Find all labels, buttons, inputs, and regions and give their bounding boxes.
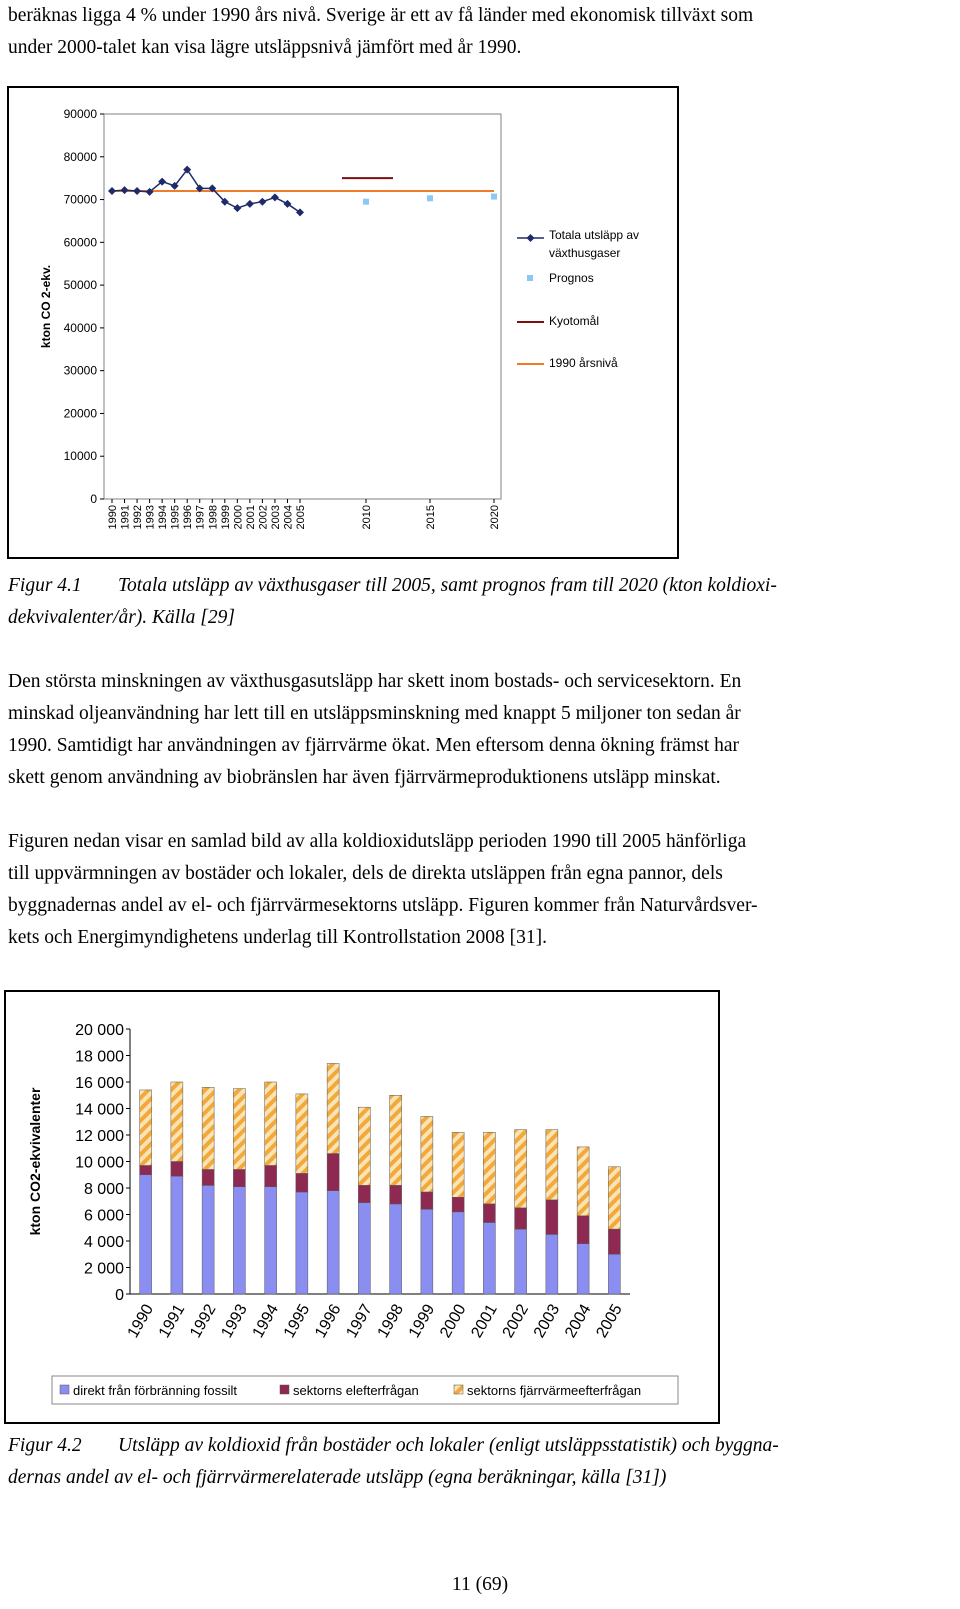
bar-segment-fjarrvarme: [265, 1082, 277, 1165]
x-tick-label: 2002: [499, 1301, 533, 1341]
y-tick-label: 70000: [63, 192, 97, 207]
bar-segment-fjarrvarme: [421, 1116, 433, 1192]
x-axis: [107, 499, 501, 529]
bar-segment-fjarrvarme: [483, 1132, 495, 1204]
bar-segment-fjarrvarme: [233, 1089, 245, 1170]
paragraph3-line-3: byggnadernas andel av el- och fjärrvärmesektorns utsläpp. Figuren kommer från Naturvårdsver-: [8, 895, 758, 916]
co2-stacked-bar-chart-svg: [6, 992, 718, 1422]
y-tick-label: 10000: [63, 449, 97, 464]
co2-stacked-bar-chart: [4, 990, 720, 1424]
paragraph2-line-1: Den största minskningen av växthusgasutsläpp har skett inom bostads- och servicesektorn. En: [8, 671, 742, 692]
y-tick-label: 10 000: [75, 1154, 124, 1172]
x-tick-label: 1996: [312, 1301, 345, 1341]
figure1-caption-text: Totala utsläpp av växthusgaser till 2005, samt prognos fram till 2020 (kton koldioxi-: [118, 575, 777, 596]
y-tick-label: 18 000: [75, 1048, 124, 1066]
bar-segment-direkt: [358, 1203, 370, 1294]
figure2-caption-line-2: dernas andel av el- och fjärrvärmerelaterade utsläpp (egna beräkningar, källa [31]): [8, 1467, 667, 1488]
x-tick-label: 2001: [468, 1301, 501, 1341]
y-tick-label: 8 000: [83, 1181, 124, 1198]
bar-segment-el: [296, 1173, 308, 1192]
intro-line-2: under 2000-talet kan visa lägre utsläppsnivå jämfört med år 1990.: [8, 37, 522, 58]
bar-segment-el: [171, 1162, 183, 1177]
y-tick-label: 80000: [63, 149, 97, 164]
bar-segment-el: [452, 1197, 464, 1212]
bar-segment-direkt: [202, 1185, 214, 1294]
x-tick-label: 1998: [374, 1301, 408, 1341]
x-tick-label: 1995: [280, 1301, 314, 1341]
bar-segment-direkt: [577, 1244, 589, 1294]
legend: [517, 228, 639, 370]
paragraph3-line-4: kets och Energimyndighetens underlag till Kontrollstation 2008 [31].: [8, 927, 548, 948]
figure2-label: Figur 4.2: [8, 1435, 82, 1456]
x-tick-label: 2020: [489, 505, 501, 530]
bar-segment-fjarrvarme: [546, 1130, 558, 1200]
x-tick-label: 1992: [187, 1301, 220, 1341]
legend-label-direkt: direkt från förbränning fossilt: [73, 1383, 238, 1398]
bar-segment-fjarrvarme: [327, 1063, 339, 1153]
bar-segment-el: [390, 1185, 402, 1204]
x-tick-label: 1990: [124, 1301, 158, 1341]
figure1-caption-line-1: [8, 570, 952, 602]
bar-segment-fjarrvarme: [140, 1090, 152, 1166]
x-tick-label: 1996: [182, 505, 195, 530]
x-tick-label: 1997: [343, 1301, 376, 1341]
bar-segment-el: [421, 1192, 433, 1209]
bar-segment-fjarrvarme: [390, 1095, 402, 1185]
y-tick-label: 20000: [63, 406, 97, 421]
y-tick-label: 2 000: [83, 1260, 124, 1278]
series-prognos-point: [427, 195, 433, 201]
bar-segment-direkt: [452, 1212, 464, 1294]
x-tick-label: 2015: [425, 505, 437, 530]
page-number: 11 (69): [451, 1574, 509, 1595]
bar-segment-el: [202, 1169, 214, 1185]
y-tick-label: 0: [115, 1287, 124, 1304]
series-total-point: [233, 204, 241, 212]
x-tick-label: 1998: [207, 505, 220, 530]
x-tick-label: 2002: [257, 505, 270, 530]
legend-label-fjarrvarme: sektorns fjärrvärmeefterfrågan: [467, 1383, 642, 1398]
plot-area: [104, 114, 501, 499]
x-tick-label: 2000: [232, 505, 245, 530]
x-tick-label: 1993: [144, 505, 157, 530]
emissions-line-chart-svg: [9, 88, 677, 557]
legend-swatch-direkt: [60, 1385, 69, 1394]
x-tick-label: 1994: [249, 1301, 283, 1341]
legend-total-marker: [527, 234, 535, 242]
x-tick-label: 1997: [194, 505, 207, 530]
y-tick-label: 20 000: [75, 1022, 124, 1039]
bar-segment-fjarrvarme: [171, 1082, 183, 1162]
y-tick-label: 16 000: [75, 1075, 124, 1092]
x-tick-label: 1991: [119, 505, 132, 530]
bar-segment-direkt: [421, 1209, 433, 1294]
x-tick-label: 2004: [282, 505, 295, 530]
x-tick-label: 2003: [530, 1301, 564, 1341]
legend-prognos-label: Prognos: [549, 271, 594, 285]
y-tick-label: 30000: [63, 363, 97, 378]
y-tick-label: 90000: [63, 107, 97, 121]
x-tick-label: 2005: [295, 505, 307, 530]
x-tick-label: 1991: [155, 1301, 189, 1341]
bar-segment-el: [233, 1169, 245, 1186]
figure1-caption-line-2: dekvivalenter/år). Källa [29]: [8, 607, 235, 628]
paragraph2-line-4: skett genom användning av biobränslen har även fjärrvärmeproduktionens utsläpp minskat.: [8, 767, 721, 788]
bar-segment-direkt: [140, 1175, 152, 1294]
x-tick-label: 1990: [107, 505, 119, 530]
bar-segment-direkt: [483, 1222, 495, 1294]
bar-segment-fjarrvarme: [515, 1130, 527, 1208]
bar-segment-el: [577, 1216, 589, 1244]
y-axis-label: kton CO2-ekvivalenter: [27, 1087, 43, 1236]
bar-segment-fjarrvarme: [452, 1132, 464, 1197]
y-axis: [75, 1022, 130, 1304]
y-tick-label: 6 000: [83, 1207, 124, 1225]
bar-segment-el: [140, 1165, 152, 1174]
bar-segment-direkt: [265, 1187, 277, 1294]
series-prognos-point: [363, 199, 369, 205]
intro-line-1: beräknas ligga 4 % under 1990 års nivå. Sverige är ett av få länder med ekonomisk tillväxt som: [8, 5, 754, 26]
bar-segment-direkt: [296, 1192, 308, 1294]
legend: [52, 1376, 678, 1404]
bar-segment-fjarrvarme: [608, 1167, 620, 1229]
series-total-point: [133, 187, 141, 195]
y-tick-label: 50000: [63, 278, 97, 293]
figure2-caption-line-1: [8, 1430, 952, 1462]
series-prognos-point: [491, 194, 497, 200]
bar-segment-direkt: [546, 1234, 558, 1294]
bar-segment-fjarrvarme: [296, 1094, 308, 1174]
y-tick-label: 12 000: [75, 1128, 124, 1145]
paragraph3-line-1: Figuren nedan visar en samlad bild av alla koldioxidutsläpp perioden 1990 till 2005 hänförliga: [8, 831, 747, 852]
bar-segment-direkt: [608, 1254, 620, 1294]
paragraph2-line-3: 1990. Samtidigt har användningen av fjärrvärme ökat. Men eftersom denna ökning främst har: [8, 735, 740, 756]
x-tick-label: 2000: [437, 1301, 470, 1341]
bar-segment-el: [358, 1185, 370, 1202]
bar-segment-direkt: [327, 1191, 339, 1294]
bar-segment-el: [515, 1208, 527, 1229]
figure1-label: Figur 4.1: [8, 575, 82, 596]
x-tick-label: 1995: [169, 505, 182, 530]
x-tick-label: 1992: [132, 505, 145, 530]
series-total-point: [108, 187, 116, 195]
x-tick-label: 1993: [218, 1301, 251, 1341]
series-total-point: [271, 193, 279, 201]
bar-segment-el: [327, 1154, 339, 1191]
bar-segment-el: [546, 1200, 558, 1234]
series-total-point: [121, 186, 129, 194]
legend-label-el: sektorns elefterfrågan: [293, 1383, 419, 1398]
y-axis-label: kton CO 2-ekv.: [39, 264, 53, 349]
legend-1990-label: 1990 årsnivå: [549, 356, 618, 370]
bar-segment-fjarrvarme: [202, 1087, 214, 1169]
bar-segment-fjarrvarme: [577, 1147, 589, 1216]
y-tick-label: 14 000: [75, 1101, 124, 1119]
y-tick-label: 40000: [63, 320, 97, 335]
figure2-caption-text: Utsläpp av koldioxid från bostäder och lokaler (enligt utsläppsstatistik) och byggna-: [118, 1435, 779, 1456]
legend-prognos-marker: [527, 275, 533, 281]
series-total-point: [246, 200, 254, 208]
x-tick-label: 2001: [244, 505, 257, 530]
x-tick-label: 2004: [562, 1301, 595, 1341]
bar-segment-el: [483, 1204, 495, 1223]
y-tick-label: 4 000: [83, 1234, 124, 1251]
legend-swatch-el: [280, 1385, 289, 1394]
emissions-line-chart: [7, 86, 679, 559]
series-total-point: [258, 198, 266, 206]
bar-segment-direkt: [233, 1187, 245, 1294]
x-tick-label: 1994: [157, 505, 170, 530]
bar-segment-direkt: [515, 1229, 527, 1294]
paragraph3-line-2: till uppvärmningen av bostäder och lokaler, dels de direkta utsläppen från egna pannor, dels: [8, 863, 723, 884]
x-tick-label: 1999: [405, 1301, 439, 1341]
bar-segment-fjarrvarme: [358, 1107, 370, 1185]
legend-total-label: Totala utsläpp av: [549, 228, 640, 242]
x-tick-label: 1999: [219, 505, 232, 530]
x-tick-label: 2003: [269, 505, 282, 530]
bar-segment-direkt: [171, 1176, 183, 1294]
legend-swatch-fjarrvarme: [454, 1385, 463, 1394]
x-tick-label: 2005: [593, 1301, 626, 1341]
legend-total-label-2: växthusgaser: [549, 246, 621, 260]
paragraph2-line-2: minskad oljeanvändning har lett till en utsläppsminskning med knappt 5 miljoner ton sedan år: [8, 703, 741, 724]
x-tick-label: 2010: [361, 505, 373, 530]
bar-segment-direkt: [390, 1204, 402, 1294]
legend-kyoto-label: Kyotomål: [549, 314, 600, 328]
y-axis: [64, 107, 104, 506]
y-tick-label: 60000: [63, 235, 97, 250]
bar-segment-el: [265, 1165, 277, 1186]
y-tick-label: 0: [90, 492, 97, 506]
bar-segment-el: [608, 1229, 620, 1254]
